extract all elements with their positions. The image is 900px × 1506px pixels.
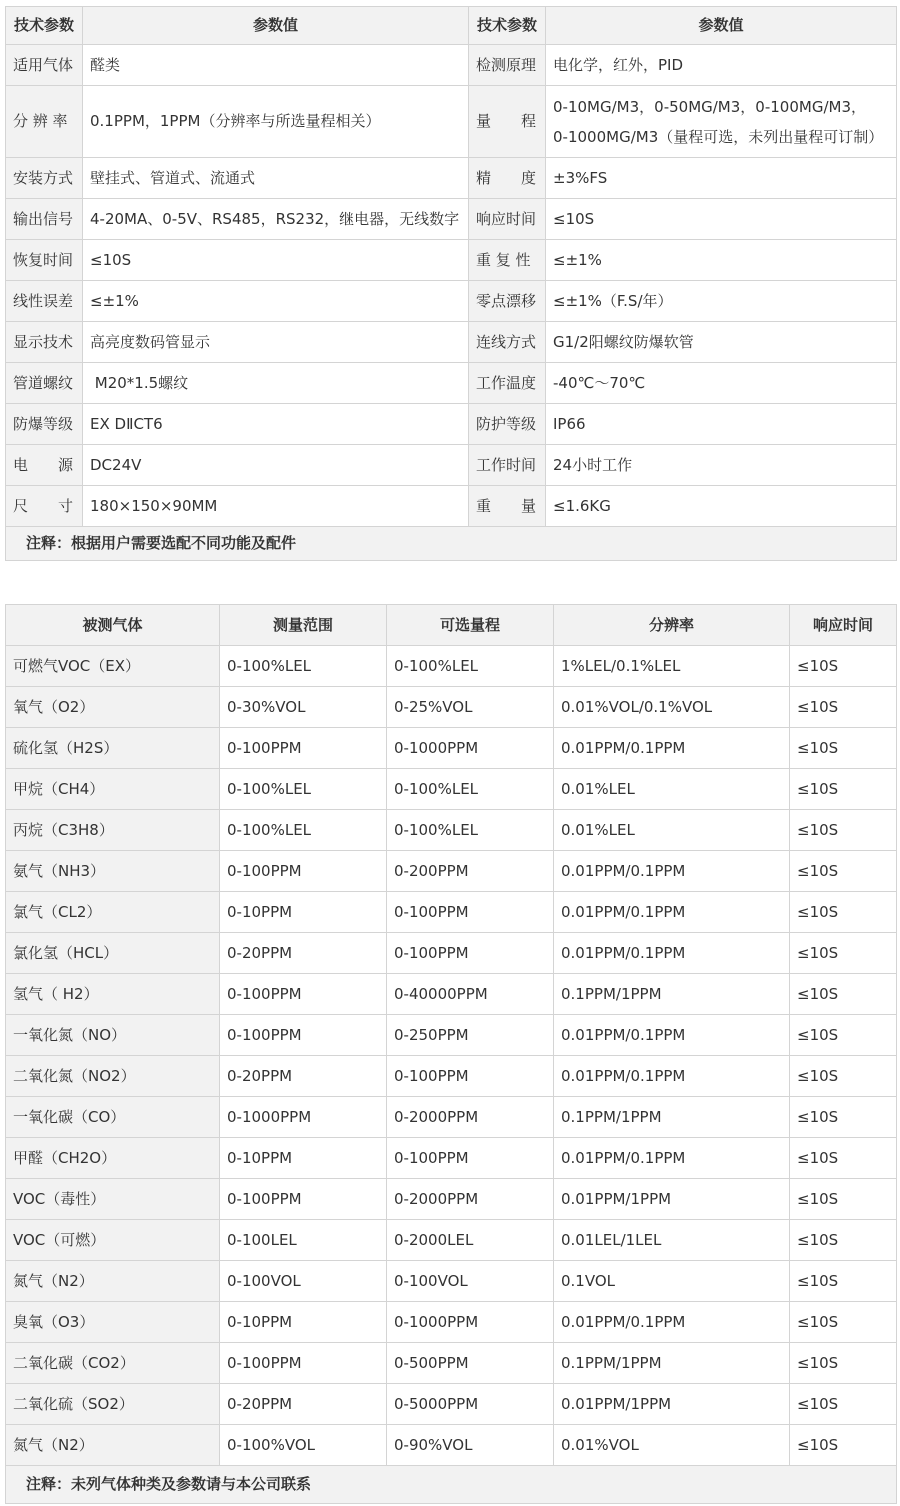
spec-label: 量 程 (469, 86, 546, 158)
spec-value-line: 0-1000MG/M3（量程可选，未列出量程可订制） (553, 127, 884, 146)
gas-response-time: ≤10S (790, 1425, 897, 1466)
spec-value: 高亮度数码管显示 (83, 322, 469, 363)
gas-header-gas: 被测气体 (6, 605, 220, 646)
gas-response-time: ≤10S (790, 1302, 897, 1343)
gas-range: 0-100PPM (220, 851, 387, 892)
gas-response-time: ≤10S (790, 1097, 897, 1138)
gas-range: 0-1000PPM (220, 1097, 387, 1138)
spec-row (6, 404, 897, 445)
gas-row (6, 1261, 897, 1302)
gas-row (6, 1343, 897, 1384)
gas-name: 二氧化碳（CO2） (6, 1343, 220, 1384)
gas-range: 0-100PPM (220, 1179, 387, 1220)
spec-row (6, 363, 897, 404)
gas-row (6, 974, 897, 1015)
gas-name: 二氧化硫（SO2） (6, 1384, 220, 1425)
spec-header-value-2: 参数值 (546, 7, 897, 45)
gas-response-time: ≤10S (790, 1261, 897, 1302)
gas-row (6, 728, 897, 769)
gas-row (6, 1138, 897, 1179)
gas-optional-range: 0-100PPM (387, 1138, 554, 1179)
spec-value: IP66 (546, 404, 897, 445)
gas-range: 0-100%LEL (220, 646, 387, 687)
gas-row (6, 1425, 897, 1466)
gas-response-time: ≤10S (790, 1138, 897, 1179)
gas-row (6, 1097, 897, 1138)
spec-label: 零点漂移 (469, 281, 546, 322)
gas-response-time: ≤10S (790, 646, 897, 687)
gas-row (6, 851, 897, 892)
gas-header-range: 测量范围 (220, 605, 387, 646)
gas-range: 0-100PPM (220, 974, 387, 1015)
gas-row (6, 1220, 897, 1261)
gas-row (6, 687, 897, 728)
gas-response-time: ≤10S (790, 1015, 897, 1056)
gas-range: 0-100LEL (220, 1220, 387, 1261)
gas-resolution: 0.01PPM/1PPM (554, 1384, 790, 1425)
gas-row (6, 769, 897, 810)
spec-value: ≤±1% (83, 281, 469, 322)
gas-range: 0-20PPM (220, 1056, 387, 1097)
gas-resolution: 0.1PPM/1PPM (554, 1097, 790, 1138)
gas-body (6, 646, 897, 1504)
gas-range: 0-30%VOL (220, 687, 387, 728)
gas-name: 丙烷（C3H8） (6, 810, 220, 851)
gas-name: 甲烷（CH4） (6, 769, 220, 810)
gas-note: 注释：未列气体种类及参数请与本公司联系 (6, 1466, 897, 1504)
spec-header-label-2: 技术参数 (469, 7, 546, 45)
gas-row (6, 892, 897, 933)
spec-label: 检测原理 (469, 45, 546, 86)
gas-resolution: 1%LEL/0.1%LEL (554, 646, 790, 687)
gas-name: 氨气（NH3） (6, 851, 220, 892)
gas-response-time: ≤10S (790, 851, 897, 892)
spec-label: 线性误差 (6, 281, 83, 322)
spec-value: ≤1.6KG (546, 486, 897, 527)
gas-optional-range: 0-2000PPM (387, 1179, 554, 1220)
gas-optional-range: 0-5000PPM (387, 1384, 554, 1425)
spec-value: 0.1PPM，1PPM（分辨率与所选量程相关） (83, 86, 469, 158)
gas-name: 氯化氢（HCL） (6, 933, 220, 974)
gas-resolution: 0.01%LEL (554, 769, 790, 810)
spec-label: 工作温度 (469, 363, 546, 404)
spec-value: -40℃～70℃ (546, 363, 897, 404)
spec-value: ≤±1%（F.S/年） (546, 281, 897, 322)
gas-range: 0-100PPM (220, 1343, 387, 1384)
spec-label: 安装方式 (6, 158, 83, 199)
gas-header-response-time: 响应时间 (790, 605, 897, 646)
spec-row (6, 199, 897, 240)
gas-resolution: 0.01PPM/0.1PPM (554, 1015, 790, 1056)
spec-label: 管道螺纹 (6, 363, 83, 404)
gas-range: 0-100%VOL (220, 1425, 387, 1466)
gas-optional-range: 0-2000LEL (387, 1220, 554, 1261)
spec-row (6, 445, 897, 486)
spec-row (6, 45, 897, 86)
spec-label: 恢复时间 (6, 240, 83, 281)
gas-note-row (6, 1466, 897, 1504)
gas-name: VOC（毒性） (6, 1179, 220, 1220)
gas-range: 0-10PPM (220, 1302, 387, 1343)
spec-label: 电 源 (6, 445, 83, 486)
gas-header-optional-range: 可选量程 (387, 605, 554, 646)
gas-range: 0-100%LEL (220, 810, 387, 851)
spec-label: 防爆等级 (6, 404, 83, 445)
gas-name: VOC（可燃） (6, 1220, 220, 1261)
gas-response-time: ≤10S (790, 687, 897, 728)
spec-value: DC24V (83, 445, 469, 486)
gas-name: 氧气（O2） (6, 687, 220, 728)
gas-response-time: ≤10S (790, 728, 897, 769)
gas-optional-range: 0-500PPM (387, 1343, 554, 1384)
spec-row (6, 240, 897, 281)
gas-range: 0-20PPM (220, 1384, 387, 1425)
gas-optional-range: 0-100%LEL (387, 810, 554, 851)
gas-row (6, 1384, 897, 1425)
gas-name: 臭氧（O3） (6, 1302, 220, 1343)
gas-resolution: 0.01%LEL (554, 810, 790, 851)
gas-resolution: 0.01%VOL (554, 1425, 790, 1466)
gas-response-time: ≤10S (790, 1384, 897, 1425)
gas-optional-range: 0-200PPM (387, 851, 554, 892)
spec-value: 醛类 (83, 45, 469, 86)
gas-row (6, 1302, 897, 1343)
spec-value: 24小时工作 (546, 445, 897, 486)
gas-name: 氮气（N2） (6, 1261, 220, 1302)
spec-table (5, 6, 897, 561)
gas-optional-range: 0-25%VOL (387, 687, 554, 728)
gas-optional-range: 0-40000PPM (387, 974, 554, 1015)
spec-label: 连线方式 (469, 322, 546, 363)
gas-range: 0-100VOL (220, 1261, 387, 1302)
spec-header-row (6, 7, 897, 45)
gas-response-time: ≤10S (790, 892, 897, 933)
gas-optional-range: 0-2000PPM (387, 1097, 554, 1138)
gas-row (6, 1015, 897, 1056)
spec-label: 防护等级 (469, 404, 546, 445)
spec-value: 180×150×90MM (83, 486, 469, 527)
gas-resolution: 0.1PPM/1PPM (554, 974, 790, 1015)
spec-row (6, 86, 897, 158)
gas-range: 0-100PPM (220, 728, 387, 769)
gas-optional-range: 0-100VOL (387, 1261, 554, 1302)
gas-name: 可燃气VOC（EX） (6, 646, 220, 687)
gas-row (6, 810, 897, 851)
spec-value: 壁挂式、管道式、流通式 (83, 158, 469, 199)
gas-range: 0-100PPM (220, 1015, 387, 1056)
gas-resolution: 0.01PPM/0.1PPM (554, 728, 790, 769)
spec-label: 响应时间 (469, 199, 546, 240)
gas-optional-range: 0-1000PPM (387, 1302, 554, 1343)
gas-response-time: ≤10S (790, 769, 897, 810)
gas-header-row (6, 605, 897, 646)
spec-label: 输出信号 (6, 199, 83, 240)
spec-value: ≤±1% (546, 240, 897, 281)
spec-body (6, 45, 897, 561)
spec-label: 工作时间 (469, 445, 546, 486)
gas-range: 0-100%LEL (220, 769, 387, 810)
spec-header-label-1: 技术参数 (6, 7, 83, 45)
gas-resolution: 0.01PPM/0.1PPM (554, 933, 790, 974)
gas-resolution: 0.01PPM/0.1PPM (554, 1302, 790, 1343)
spec-label: 尺 寸 (6, 486, 83, 527)
gas-optional-range: 0-100PPM (387, 933, 554, 974)
spec-label: 适用气体 (6, 45, 83, 86)
gas-response-time: ≤10S (790, 1343, 897, 1384)
gas-optional-range: 0-100%LEL (387, 646, 554, 687)
gas-optional-range: 0-100PPM (387, 1056, 554, 1097)
gas-name: 氢气（ H2） (6, 974, 220, 1015)
gas-range: 0-10PPM (220, 892, 387, 933)
gas-resolution: 0.1VOL (554, 1261, 790, 1302)
spec-row (6, 322, 897, 363)
gas-name: 氮气（N2） (6, 1425, 220, 1466)
gas-resolution: 0.01PPM/1PPM (554, 1179, 790, 1220)
spec-note: 注释：根据用户需要选配不同功能及配件 (6, 527, 897, 561)
gas-resolution: 0.01PPM/0.1PPM (554, 892, 790, 933)
gas-resolution: 0.01%VOL/0.1%VOL (554, 687, 790, 728)
gas-response-time: ≤10S (790, 933, 897, 974)
spec-label: 显示技术 (6, 322, 83, 363)
spec-value-line: 0-10MG/M3，0-50MG/M3，0-100MG/M3， (553, 97, 866, 116)
gas-row (6, 1056, 897, 1097)
gas-response-time: ≤10S (790, 974, 897, 1015)
gas-optional-range: 0-90%VOL (387, 1425, 554, 1466)
gas-table (5, 604, 897, 1504)
spec-label: 重 复 性 (469, 240, 546, 281)
gas-name: 氯气（CL2） (6, 892, 220, 933)
spec-value: ≤10S (83, 240, 469, 281)
gas-resolution: 0.01PPM/0.1PPM (554, 1056, 790, 1097)
spec-note-row (6, 527, 897, 561)
spec-row (6, 158, 897, 199)
gas-name: 甲醛（CH2O） (6, 1138, 220, 1179)
spec-header-value-1: 参数值 (83, 7, 469, 45)
gas-response-time: ≤10S (790, 810, 897, 851)
spec-row (6, 281, 897, 322)
spec-value: ≤10S (546, 199, 897, 240)
spec-value: G1/2阳螺纹防爆软管 (546, 322, 897, 363)
gas-resolution: 0.01PPM/0.1PPM (554, 1138, 790, 1179)
spec-value: ±3%FS (546, 158, 897, 199)
gas-row (6, 1179, 897, 1220)
gas-resolution: 0.1PPM/1PPM (554, 1343, 790, 1384)
gas-range: 0-20PPM (220, 933, 387, 974)
gas-optional-range: 0-100%LEL (387, 769, 554, 810)
gas-name: 一氧化氮（NO） (6, 1015, 220, 1056)
gas-resolution: 0.01PPM/0.1PPM (554, 851, 790, 892)
gas-name: 二氧化氮（NO2） (6, 1056, 220, 1097)
gas-response-time: ≤10S (790, 1220, 897, 1261)
gas-name: 一氧化碳（CO） (6, 1097, 220, 1138)
spec-value (546, 86, 897, 158)
gas-range: 0-10PPM (220, 1138, 387, 1179)
gas-header-resolution: 分辨率 (554, 605, 790, 646)
spec-label: 重 量 (469, 486, 546, 527)
spec-label: 精 度 (469, 158, 546, 199)
spec-value: M20*1.5螺纹 (83, 363, 469, 404)
gas-row (6, 646, 897, 687)
spec-value: 4-20MA、0-5V、RS485，RS232，继电器，无线数字 (83, 199, 469, 240)
gas-row (6, 933, 897, 974)
gas-response-time: ≤10S (790, 1179, 897, 1220)
gas-optional-range: 0-1000PPM (387, 728, 554, 769)
gas-name: 硫化氢（H2S） (6, 728, 220, 769)
gas-optional-range: 0-250PPM (387, 1015, 554, 1056)
gas-resolution: 0.01LEL/1LEL (554, 1220, 790, 1261)
gas-response-time: ≤10S (790, 1056, 897, 1097)
gas-optional-range: 0-100PPM (387, 892, 554, 933)
spec-label: 分 辨 率 (6, 86, 83, 158)
spec-value: EX DⅡCT6 (83, 404, 469, 445)
spec-row (6, 486, 897, 527)
spec-value: 电化学，红外，PID (546, 45, 897, 86)
